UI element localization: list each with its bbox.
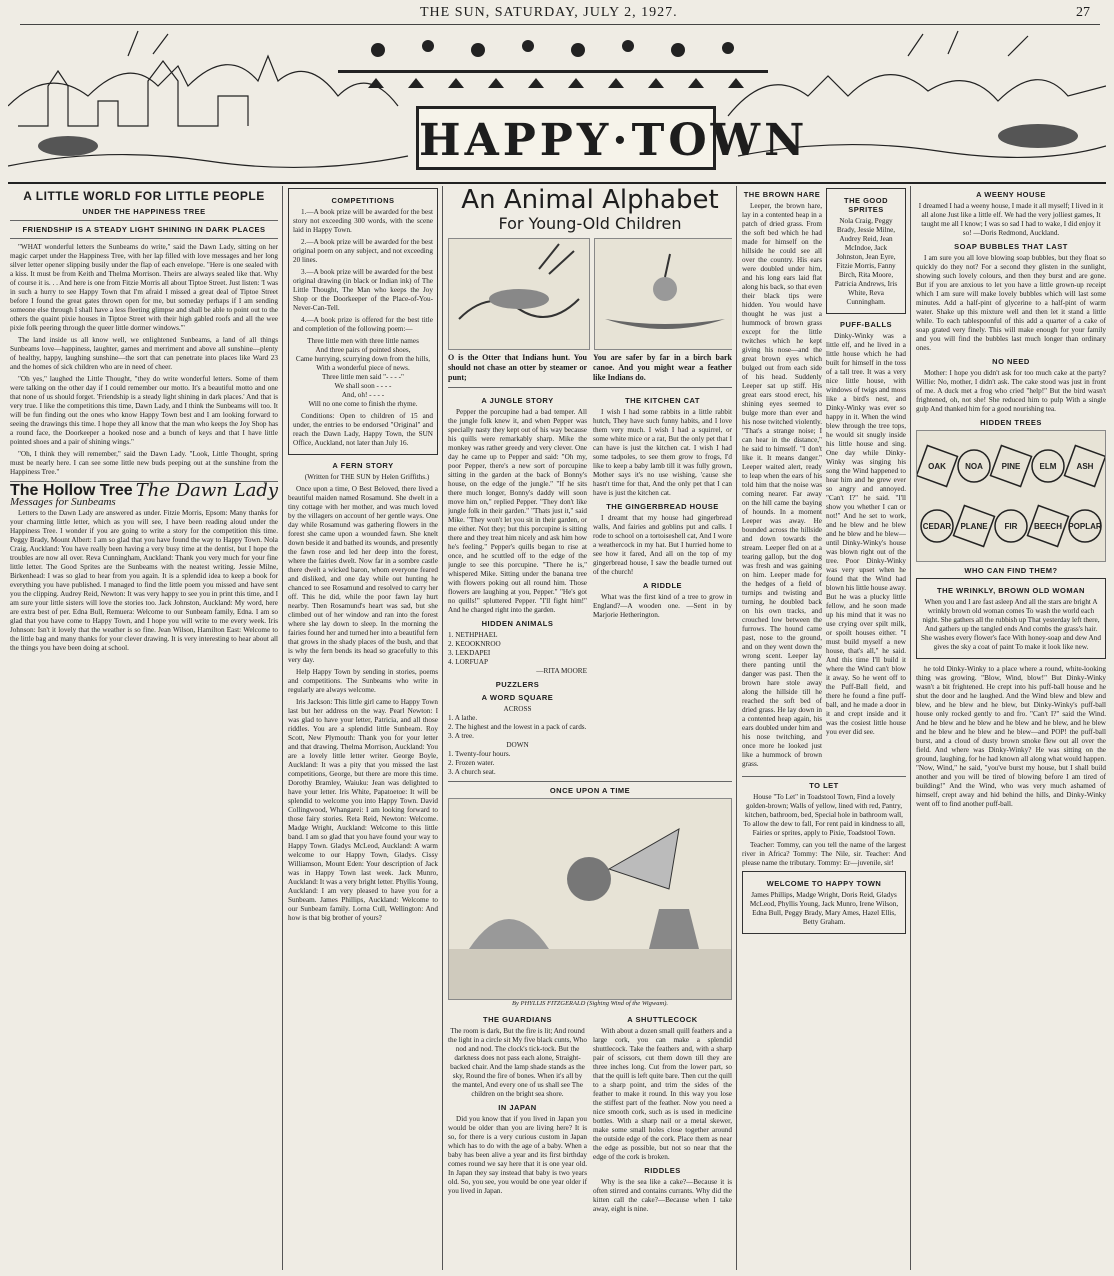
column-left — [10, 186, 278, 1270]
down-3: 3. A church seat. — [448, 768, 496, 776]
riddles-text: Why is the sea like a cake?—Because it is often stirred and contains currants. Why did the kitten call the cake?—Because when I take away, eight is nine. — [593, 1178, 732, 1213]
teacher-joke: Teacher: Tommy, can you tell the name of the largest river in Africa? Tommy: The Nile, sir. Teacher: And please name the tributary. Tommy: Er—juvenile, sir! — [742, 841, 906, 867]
riddle-heading: A RIDDLE — [642, 581, 683, 590]
main-kicker: FRIENDSHIP IS A STEADY LIGHT SHINING IN DARK PLACES — [22, 225, 266, 234]
competition-conditions: Conditions: Open to children of 15 and under, the entries to be endorsed "Original" and reach the Dawn Lady, Happy Town, the SUN Office, Auckland, not later than July 16. — [293, 412, 433, 447]
competitions-box — [288, 188, 438, 455]
canoe-illustration — [594, 238, 732, 350]
hidden-animal-4: 4. LORFUAP — [448, 658, 488, 666]
hidden-animal-1: 1. NETHPHAEL — [448, 631, 498, 639]
jungle-story-text: Pepper the porcupine had a bad temper. All the jungle folk knew it, and when Pepper was specially nasty they kept out of his way because his quills were remarkably sharp. Mike the monkey was rather greedy and very clever. One day he came up to Pepper and said: "Oh my, poor Pepper, there's a new sort of porcupine sitting in the garden at the back of Bonny's house, on the edge of the jungle." "If he sits there much longer, Bonny's daddy will soon move him on," replied Pepper. "They don't like jungle folk in their garden." "Thats just it," said Mike. "They won't let you sit in their garden, or me either. Not they; but this porcupine is sitting there and they treat him nicely and ask him how he's feeling." Pepper's quills began to rise at once, and he scuttled off to the edge of the jungle to see this porcupine. "There he is," whispered Mike. Sitting under the banana tree with flowers poking out all round him. Those flowers are laughing at you, Pepper." "He's got no quills!" spluttered Pepper. "I'll fight him!" And he charged right into the garden. — [448, 408, 587, 614]
good-sprites-box — [826, 188, 906, 314]
brown-hare-heading: THE BROWN HARE — [743, 190, 821, 199]
riddle-text: What was the first kind of a tree to grow in England?—A wooden one. —Sent in by Marjorie Hetherington. — [593, 593, 732, 619]
hidden-tree-word: OAK — [928, 462, 946, 471]
column-center — [448, 186, 732, 1270]
hidden-animal-3: 3. LEKDAPEI — [448, 649, 491, 657]
down-2: 2. Frozen water. — [448, 759, 495, 767]
fern-story-byline: (Written for THE SUN by Helen Griffiths.) — [304, 473, 430, 481]
illustration-credit: By PHYLLIS FITZGERALD (Sighing Wind of the Wigwam). — [512, 1000, 668, 1007]
puff-balls-text: Dinky-Winky was a little elf, and he lived in a little house which he had built for himself in the toss of a tall tree. It was a very nice little house, with windows of twigs and moss like a bird's nest, and Dinky-Winky was ever so happy in it. When the wind blew through the tree tops, he would sit snugly inside his little house and sing. One day while Dinky-Winky was singing his song the Wind happened to hear him and he grew ever so angry and annoyed. "Can't I?" he said. "I'll show you whether I can or not!" And he set to work, and he blew and he blew and he blew and he blew—until Dinky-Winky's house was blown right out of the tree. Poor Dinky-Winky was very upset when he found that the Wind had blown his little house away. But he was a plucky little fellow, and he soon made up his mind that it was no use crying over spilt milk, or spoilt houses either. "I must build myself a new house, that's all," he said. And this time I'll build it where the Wind can't blow it away. So he went off to the Puff-Ball field, and there he found a fine puff-ball, and he made a door in it and crept inside and it was the cosiest little house you ever did see. — [826, 332, 906, 736]
across-2: 2. The highest and the lowest in a pack of cards. — [448, 723, 587, 731]
hidden-tree-word: PINE — [1001, 462, 1021, 471]
shuttlecock-text: With about a dozen small quill feathers and a large cork, you can make a splendid shuttlecock. Take the feathers and, with a sharp pair of scissors, cut them down till they are three inches long. Cut from the lower part, so that the quill is left quite bare. Then cut the quill to a sharp point, and trim the sides of the feather to make it round. In this way you lose the stiffest part of the feather. Now you need a nice smooth cork, such as is used in medicine bottles. With a sharp nail or a metal skewer, make some small holes close together around the outside edge of the cork. Place them as near the edge as possible, but not so near that the edge of the cork is broken. — [593, 1027, 732, 1161]
competition-poem: Three little men with three little names And three pairs of pointed shoes, Came hurrying, scurrying down from the hills, With a wonderful piece of news. Three little men said "- - - -" We shall soon - - - - And, oh! - - - - Will no one come to finish the rhyme. — [295, 337, 431, 408]
riddles-heading: RIDDLES — [644, 1166, 681, 1175]
masthead-paper-date: THE SUN, SATURDAY, JULY 2, 1927. — [420, 5, 678, 20]
soap-bubbles-heading: SOAP BUBBLES THAT LAST — [954, 242, 1068, 251]
kitchen-cat-heading: THE KITCHEN CAT — [625, 396, 700, 405]
good-sprites-heading: THE GOOD SPRITES — [843, 196, 888, 214]
welcome-heading: WELCOME TO HAPPY TOWN — [766, 879, 882, 888]
hidden-trees-puzzle — [916, 430, 1106, 562]
kitchen-cat-text: I wish I had some rabbits in a little rabbit hutch, They have such funny habits, and I love them very much. I wish I had a squirrel, or some white mice or a rat, But the only pet that I can have is just the kitchen cat. I wish I had some tadpoles, to see them grow to frogs, I'd like to keep a baby lamb till it was fully grown, Mother says it's no use wishing, 'cause she hasn't time for that, And the only pet that I can have is just the kitchen cat. — [593, 408, 732, 497]
animal-alphabet-title: An Animal Alphabet — [461, 186, 719, 215]
hidden-tree-word: PLANE — [960, 522, 988, 531]
once-upon-illustration — [448, 798, 732, 1000]
welcome-box — [742, 871, 906, 934]
welcome-list: James Phillips, Madge Wright, Doris Reid, Gladys McLeod, Phyllis Young, Jack Munro, Irene Wilson, Edna Bull, Peggy Brady, Mary Ames, Hazel Ellis, Betty Graham. — [749, 891, 899, 926]
hidden-animals-heading: HIDDEN ANIMALS — [481, 619, 554, 628]
otter-illustration — [448, 238, 590, 350]
hidden-tree-word: POPLAR — [1068, 522, 1102, 531]
gingerbread-text: I dreamt that my house had gingerbread walls, And fairies and goblins put and calls. I rode to school on a tortoiseshell cat, And I wore a weathercock in my hat. But I hurried home to see how it fared, And all on the top of my gingerbread house, I saw the beadle turned out of the church! — [593, 514, 732, 576]
no-need-text: Mother: I hope you didn't ask for too much cake at the party? Willie: No, mother, I didn't ask. The cake stood was just in front of me. A duck met a frog who cried "help!" But the bird wasn't frightened, oh, not she! She reduced him to pulp With a single gulp And thanked him for a good nourishing tea. — [916, 369, 1106, 413]
main-paragraph-4: "Oh, I think they will remember," said the Dawn Lady. "Look, Little Thought, spring must be nearly here. I can see some little new buds peeping out at the sunshine from the Happiness Tree." — [10, 450, 278, 476]
main-subhead: UNDER THE HAPPINESS TREE — [82, 207, 206, 216]
hidden-trees-svg — [917, 431, 1105, 561]
competition-1: 1.—A book prize will be awarded for the best story not exceeding 300 words, with the scene laid in Happy Town. — [293, 208, 433, 234]
column-four — [742, 186, 906, 1270]
replies-text: Iris Jackson: This little girl came to Happy Town last but her address on the way. Pearl Newton: I was glad to have your letter, Patricia, and all those riddles. You are a splendid little Sunbeam. Roy Scott, New Plymouth: Thank you for your letter and that drawing. Thelma Morrison, Auckland: You are a lovely little letter writer. George Boyle, Auckland: It was a pity that you missed the last competitions, George, but there are more this time. Dorothy Bramley, Waiuku: Jean was delighted to have your letter. Iris White, Papatoetoe: It will be splendid to welcome you into Happy Town. David Collingwood, Whangarei: I am looking forward to those fairy stories. Reta Reid, Newton: Welcome. Madge Wright, Auckland: Welcome to this little band. I am so glad that you have found your way to Happy Town. Gladys McLeod, Auckland: A warm welcome to our Happy Town, Gladys. Cissy Williamson, Mount Eden: Your description of Jack was in Happy Town last week. Jack Munro, Auckland: It was a very bright letter. Phyllis Young, Auckland: I am very pleased to have you for a Sunbeam. James Phillips, Auckland: Welcome to our Sunbeam family. Lorna Cull, Wellington: And how is that big brother of yours? — [288, 698, 438, 922]
rhyme-canoe: You are safer by far in a birch bark canoe. And you might wear a feather like Indians do. — [593, 353, 732, 382]
wrinkly-text: When you and I are fast asleep And all the stars are bright A wrinkly brown old woman comes To wash the world each night. She gathers all the rubbish up That yesterday left there, And gathers up the tangled ends And combs the grass's hair. She washes every flower's face With honey-soap and dew And gives the sky a coat of paint To make it look like new. — [921, 598, 1101, 651]
no-need-heading: NO NEED — [992, 357, 1030, 366]
fern-story-text: Once upon a time, O Best Beloved, there lived a beautiful maiden named Rosamund. She dwelt in a tiny cottage with her mother, and was much loved by the villagers on account of her gentle ways. One day while Rosamund was gathering flowers in the forest she came upon a wounded fawn. She knelt down beside it and bathed its wounds, and presently the fawn rose and led her deep into the forest, where the fairies dwelt. Now far in a sombre castle there dwelt a wicked baron, whom everyone feared and disliked, and one day while out hunting he chanced to see Rosamund and resolved to carry her off. This he did, while the poor fawn lay hurt nearby. Then Rosamund's heart was sad, but she climbed out of her window and ran into the forest where she lay down to sleep. In the morning the fairies found her and turned her into a beautiful fern that grows in the shady places of the bush, and that is why the fern bends its head so gracefully to this very day. — [288, 485, 438, 664]
good-sprites-list: Nola Craig, Peggy Brady, Jessie Milne, Audrey Reid, Jean McIndoe, Jack Johnston, Jean Eyre, Fitzie Morris, Fanny Birch, Rita Moore, Patricia Andrews, Iris White, Reva Cunningham. — [834, 217, 898, 306]
in-japan-heading: IN JAPAN — [498, 1103, 537, 1112]
wrinkly-heading: THE WRINKLY, BROWN OLD WOMAN — [937, 586, 1085, 595]
puff-balls-heading: PUFF-BALLS — [839, 320, 893, 329]
page-number: 27 — [1076, 5, 1090, 20]
hidden-tree-word: ASH — [1076, 462, 1094, 471]
competition-4: 4.—A book prize is offered for the best title and completion of the following poem:— — [293, 316, 433, 333]
in-japan-text: Did you know that if you lived in Japan you would be older than you are living here? It is so, for there is a very curious custom in Japan which has to do with the age of a baby. When a baby has been alive a year and its first birthday comes round we say here that it is one year old. In Japan they say instead that baby is two years old. So, you see, you would be one year older if you lived in Japan. — [448, 1115, 587, 1195]
shuttlecock-heading: A SHUTTLECOCK — [627, 1015, 698, 1024]
weeny-house-heading: A WEENY HOUSE — [976, 190, 1046, 199]
column-right — [916, 186, 1106, 1270]
main-paragraph-3: "Oh yes," laughed the Little Thought, "they do write wonderful letters. Some of them were talking on the other day if I could remember our motto. It's a beautiful motto and one that none of us should forget. 'Friendship is a steady light shining in dark places.' And that is very true. I like the competitions this time, Dawn Lady, and I think the Sunbeams will too. It will be fun finding out the ones who know Happy Town best and I am looking forward to seeing the drawings this time. I hope they all know that the man who keeps the Joy Shop has a round face, the Doorkeeper a hooked nose and a bunch of keys and that I have little pointed shoes and a pair of shining wings." — [10, 375, 278, 446]
main-paragraph-1: "WHAT wonderful letters the Sunbeams do write," said the Dawn Lady, sitting on her magic carpet under the Happiness Tree, with her lap filled with love messages and her long silver letter opener slipping busily under the flap of each envelope. "Here is one sealed with a kiss. It must be from Keith and Thelma Morrison. Theirs are always sealed like that. Why of course it is. . . And here is one from Fitzie Morris all about Tiptoe Street. Just listen: 'I was in such a hurry to see Happy Town that I'm afraid I missed a great deal of Tiptoe Street before I found the great gates thrown open for me, but someday perhaps if I am sending someone else through I shall have a less fleeting glimpse and shall be able to point out to the others the quaint pixie houses in Tiptoe Street with their high gabled roofs and all the wee pixie folk peering through the queer little dormer windows.'" — [10, 243, 278, 332]
banner-title: HAPPY·TOWN — [416, 106, 716, 170]
hidden-tree-word: ELM — [1039, 462, 1057, 471]
hidden-tree-word: NOA — [965, 462, 983, 471]
messages-text: Letters to the Dawn Lady are answered as under. Fitzie Morris, Epsom: Many thanks for your charming little letter, which as you will see, I have been reading aloud under the Happiness Tree. I wonder if you are going to write a story for the competition this time. Peggy Brady, Mount Albert: I am so glad that you have found the way to Happy Town. Nola Craig, Auckland: You have really been having a very busy time at the dentist, but I hope the troubles are now all over. Reva Cunningham, Auckland: Thank you very much for your fine little letter. The Good Sprites are the Sunbeams with the neatest writing. Jessie Milne, Birkenhead: I was so glad to hear from you again. It is a splendid idea to keep a book for everything you have published. I managed to find the little poem you missed and have sent you the clipping. Audrey Reid, Newton: It was very happy to see you in print this time, and I am sure your little sisters will love the stories too. Jack Johnston, Auckland: My word, here are extra best of per. Edna Bull, Remuera: Welcome to our Sunbeam family, Edna. I am so glad that you have come to Happy Town, and I hope you will write to me every week. Iris Johnson: Isn't it lovely that the weather is so fine. Jean Wilson, Hamilton East: Welcome to the little bag and many thanks for your clever drawing. It is very interesting to hear about all the things you have been doing at school. — [10, 509, 278, 652]
across-1: 1. A lathe. — [448, 714, 478, 722]
wrinkly-box — [916, 578, 1106, 659]
across-3: 3. A tree. — [448, 732, 474, 740]
hidden-tree-word: BEECH — [1033, 522, 1063, 531]
who-can-find-them: WHO CAN FIND THEM? — [964, 566, 1058, 575]
word-square-heading: A WORD SQUARE — [481, 693, 554, 702]
rhyme-otter: O is the Otter that Indians hunt. You should not chase an otter by steamer or punt; — [448, 353, 587, 382]
jungle-story-heading: A JUNGLE STORY — [481, 396, 554, 405]
brown-hare-text: Leeper, the brown hare, lay in a contented heap in a patch of dried grass. From the soft bed which he had made for himself on the hillside he could see all over the country. His ears were doubled under him, and his long ears laid flat along his back, so that even their black tips were hidden. You would have thought he was just a hummock of brown grass except for the little twitches which he kept giving his nose—and the great brown eyes which bulged out from each side of his head. Suddenly Leeper sat up stiff. His great ears stood erect, his shining eyes seemed to bulge more than ever and his nose twitched violently. "That's a strange noise; I can hear in the distance," he said to himself. "I don't like it. It means danger." Leeper waited alert, ready to leap when the ears of his told him that the noise was coming nearer. Far away on the hill came the baying of hounds. In a moment Leeper was away. He bounded across the hillside and down towards the stream. Leeper fled on at a tearing gallop, but the dog was fresh and was gaining on him. Leeper made for the hedges of a field of turnips and twisting and turning, he doubled back on his own tracks, and crouched low between the furrows. The hound came past, nose to the ground, and on they went down the wrong scent. Leeper lay there panting until the danger was past. Then the brown hare stole away along the hillside till he reached the soft bed of dried grass. He lay down in a contented heap again, his ears doubled under him and his nose twitching, and once more he looked just like a hummock of brown grass. — [742, 202, 822, 768]
competition-3: 3.—A book prize will be awarded for the best original drawing (in black or Indian ink) of The Little Thought, The Man who keeps the Joy Shop or the Doorkeeper of the Place-of-You-Never-Can-Tell. — [293, 268, 433, 312]
competitions-heading: COMPETITIONS — [331, 196, 395, 205]
happy-town-banner — [8, 26, 1106, 184]
dawn-lady-signature: The Dawn Lady — [135, 480, 278, 501]
to-let-heading: TO LET — [809, 781, 839, 790]
hollow-tree-heading: The Hollow Tree — [10, 482, 133, 499]
down-heading: DOWN — [506, 741, 529, 749]
competition-2: 2.—A book prize will be awarded for the best original poem on any subject, and not exceeding 20 lines. — [293, 238, 433, 264]
hidden-trees-heading: HIDDEN TREES — [980, 418, 1042, 427]
hidden-tree-word: CEDAR — [922, 522, 952, 531]
main-headline: A LITTLE WORLD FOR LITTLE PEOPLE — [23, 189, 265, 203]
puff-balls-continued: he told Dinky-Winky to a place where a round, white-looking thing was growing. "Blow, Wind, blow!" But Dinky-Winky wasn't a bit frightened. He crept into his puff-ball house and he shut the door and he laughed. And the Wind blew and blew and blew, and he blew and he blew, but Dinky-Winky's puff-ball house only rocked gently to and fro. "Can't I?" said the Wind. And he blew and he blew and he blew and he blew, and he blew and he blew and he blew and he blew—and POP! the puff-ball burst, and a cloud of dusty brown smoke flew out all over the field. And where was Dinky-Winky? He was sitting on the ground, laughing, for he had known all along what would happen. "Now, Wind," he said, "you've burst my house, but I shall build another and you will be tired of blowing before I am tired of building!" And the Wind, who was very much ashamed of himself, crept away and hid behind the hills, and Dinky-Winky went off to find another puff-ball. — [916, 665, 1106, 808]
main-paragraph-2: The land inside us all know well, we enlightened Sunbeams, a land of all things Sunbeams love—happiness, laughter, games and merriment and above all sunshine—plenty of healthy, happy, laughing sunshine—the sort that can penetrate into places like Ward 23 and the homes of sick children who are in need of cheer. — [10, 336, 278, 371]
to-let-text: House "To Let" in Toadstool Town, Find a lovely golden-brown; Walls of yellow, lined with red, Pantry, kitchen, bathroom, bed, Special hole in bathroom wall, To allow the dew to fall, For rent paid in kindness to all, Fairies or sprites, apply to Pixie, Toadstool Town. — [743, 793, 905, 837]
gingerbread-heading: THE GINGERBREAD HOUSE — [606, 502, 719, 511]
hidden-animals-credit: —RITA MOORE — [536, 667, 587, 675]
soap-bubbles-text: I am sure you all love blowing soap bubbles, but they float so quickly do they not? For a second they glisten in the sunlight, showing such lovely colours, and then they burst and are gone. But if you are anxious to let you have a little grown-up receipt which I am sure will make lovely bubbles which will last some minutes. Add a half-pint of glycerine to a half-pint of warm water. Shake up this mixture well and then let it stand a little while. To each tablespoonful of this add a quarter of a cake of soap grated very finely. This will make enough for your family and you will find the bubbles last much longer than ordinary ones. — [916, 254, 1106, 352]
column-two — [288, 186, 438, 1270]
guardians-heading: THE GUARDIANS — [482, 1015, 552, 1024]
fern-story-heading: A FERN STORY — [332, 461, 394, 470]
down-1: 1. Twenty-four hours. — [448, 750, 511, 758]
masthead — [20, 2, 1100, 25]
hidden-animal-2: 2. KEOOKNROO — [448, 640, 501, 648]
puzzlers-heading: PUZZLERS — [495, 680, 540, 689]
animal-alphabet-subtitle: For Young-Old Children — [498, 214, 682, 233]
help-text: Help Happy Town by sending in stories, poems and competitions. The Sunbeams who write in regularly are always welcome. — [288, 668, 438, 694]
weeny-house-text: I dreamed I had a weeny house, I made it all myself; I lived in it all alone Just like a little elf. We had the very jolliest games, It taught me all I know; I was so sad I had to wake, I did enjoy it so! —Doris Redmond, Auckland. — [918, 202, 1104, 237]
once-upon-heading: ONCE UPON A TIME — [549, 786, 631, 795]
guardians-text: The room is dark, But the fire is lit; And round the light in a circle sit My five black cunts, Who nod and nod. The clock's tick-tock. But the darkness does not pass each alone, Straight-backed chair. And the lamp shade stands as the sky, Round the fire of bones. When it's all by the mantel, And every one of us shall see The children on the bright sea shore. — [448, 1027, 587, 1098]
messages-heading: Messages for Sunbeams — [10, 496, 116, 508]
across-heading: ACROSS — [503, 705, 532, 713]
hidden-tree-word: FIR — [1004, 522, 1018, 531]
